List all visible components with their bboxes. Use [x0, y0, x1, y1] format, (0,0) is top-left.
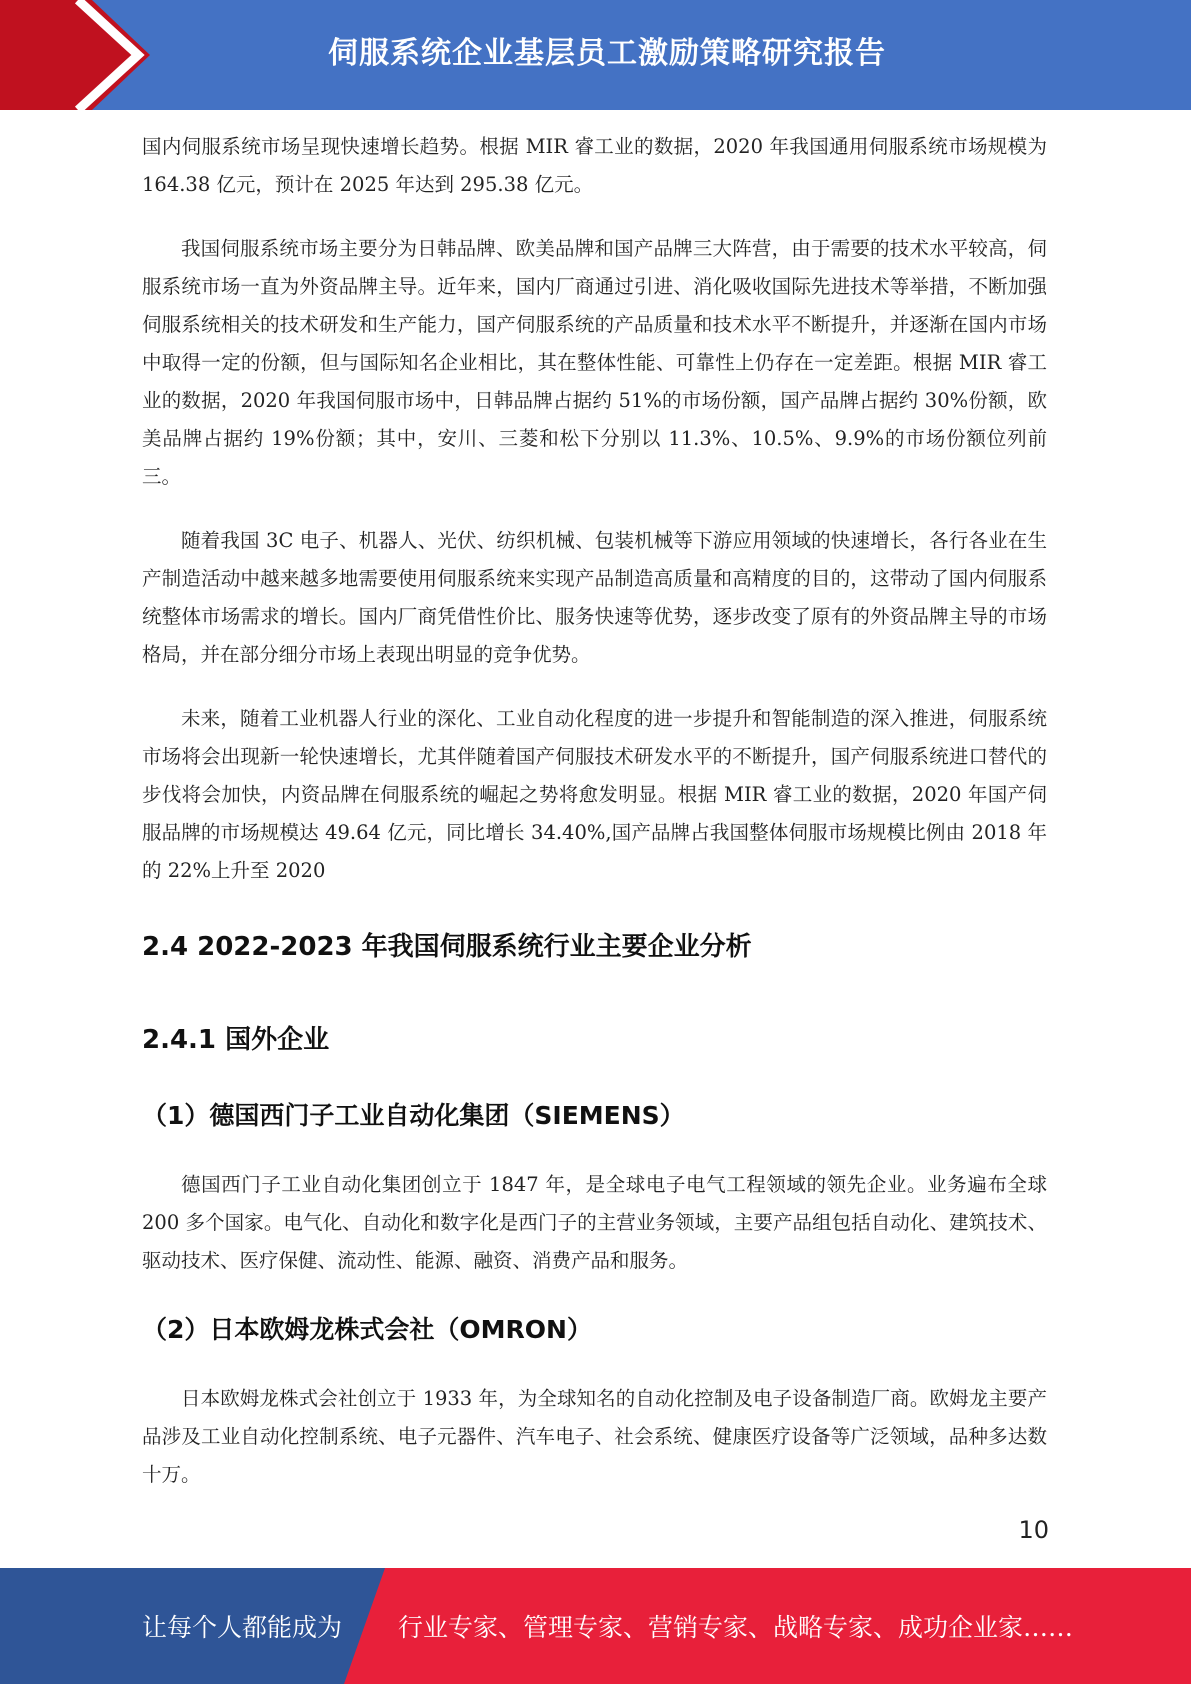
paragraph-market-growth: 国内伺服系统市场呈现快速增长趋势。根据 MIR 睿工业的数据，2020 年我国通用伺服系统市场规模为 164.38 亿元，预计在 2025 年达到 295.38 亿元。: [142, 135, 1047, 196]
page-header: [0, 0, 1191, 110]
footer-slogan-left: 让每个人都能成为: [142, 1613, 343, 1642]
header-arrow-decoration: [0, 0, 160, 110]
report-title: 伺服系统企业基层员工激励策略研究报告: [328, 36, 886, 71]
paragraph-future-outlook: 未来，随着工业机器人行业的深化、工业自动化程度的进一步提升和智能制造的深入推进，伺服系统市场将会出现新一轮快速增长，尤其伴随着国产伺服技术研发水平的不断提升，国产伺服系统进口替代的步伐将会加快，内资品牌在伺服系统的崛起之势将愈发明显。根据 MIR 睿工业的数据，2020 年国产伺服品牌的市场规模达 49.64 亿元，同比增长 34.40%,国产品牌占我国整体伺服市场规模比例由 2018 年的 22%上升至 2020: [142, 707, 1047, 882]
document-body: [142, 128, 1047, 1494]
paragraph-omron: 日本欧姆龙株式会社创立于 1933 年，为全球知名的自动化控制及电子设备制造厂商。欧姆龙主要产品涉及工业自动化控制系统、电子元器件、汽车电子、社会系统、健康医疗设备等广泛领域，品种多达数十万。: [142, 1387, 1047, 1486]
paragraph-market-structure: 我国伺服系统市场主要分为日韩品牌、欧美品牌和国产品牌三大阵营，由于需要的技术水平较高，伺服系统市场一直为外资品牌主导。近年来，国内厂商通过引进、消化吸收国际先进技术等举措，不断加强伺服系统相关的技术研发和生产能力，国产伺服系统的产品质量和技术水平不断提升，并逐渐在国内市场中取得一定的份额，但与国际知名企业相比，其在整体性能、可靠性上仍存在一定差距。根据 MIR 睿工业的数据，2020 年我国伺服市场中，日韩品牌占据约 51%的市场份额，国产品牌占据约 30%份额，欧美品牌占据约 19%份额；其中，安川、三菱和松下分别以 11.3%、10.5%、9.9%的市场份额位列前三。: [142, 237, 1047, 488]
subsection-heading: 2.4.1 国外企业: [142, 1025, 330, 1055]
footer-slogan-right: 行业专家、管理专家、营销专家、战略专家、成功企业家……: [398, 1613, 1074, 1642]
page-footer: [0, 1568, 1191, 1684]
section-heading: 2.4 2022-2023 年我国伺服系统行业主要企业分析: [142, 932, 752, 962]
paragraph-demand-growth: 随着我国 3C 电子、机器人、光伏、纺织机械、包装机械等下游应用领域的快速增长，各行各业在生产制造活动中越来越多地需要使用伺服系统来实现产品制造高质量和高精度的目的，这带动了国内伺服系统整体市场需求的增长。国内厂商凭借性价比、服务快速等优势，逐步改变了原有的外资品牌主导的市场格局，并在部分细分市场上表现出明显的竞争优势。: [142, 529, 1047, 666]
page-number: 10: [1018, 1516, 1049, 1544]
paragraph-siemens: 德国西门子工业自动化集团创立于 1847 年，是全球电子电气工程领域的领先企业。业务遍布全球 200 多个国家。电气化、自动化和数字化是西门子的主营业务领域，主要产品组包括自动化、建筑技术、驱动技术、医疗保健、流动性、能源、融资、消费产品和服务。: [142, 1173, 1047, 1272]
company-heading-omron: （2）日本欧姆龙株式会社（OMRON）: [142, 1315, 592, 1344]
company-heading-siemens: （1）德国西门子工业自动化集团（SIEMENS）: [142, 1101, 685, 1130]
